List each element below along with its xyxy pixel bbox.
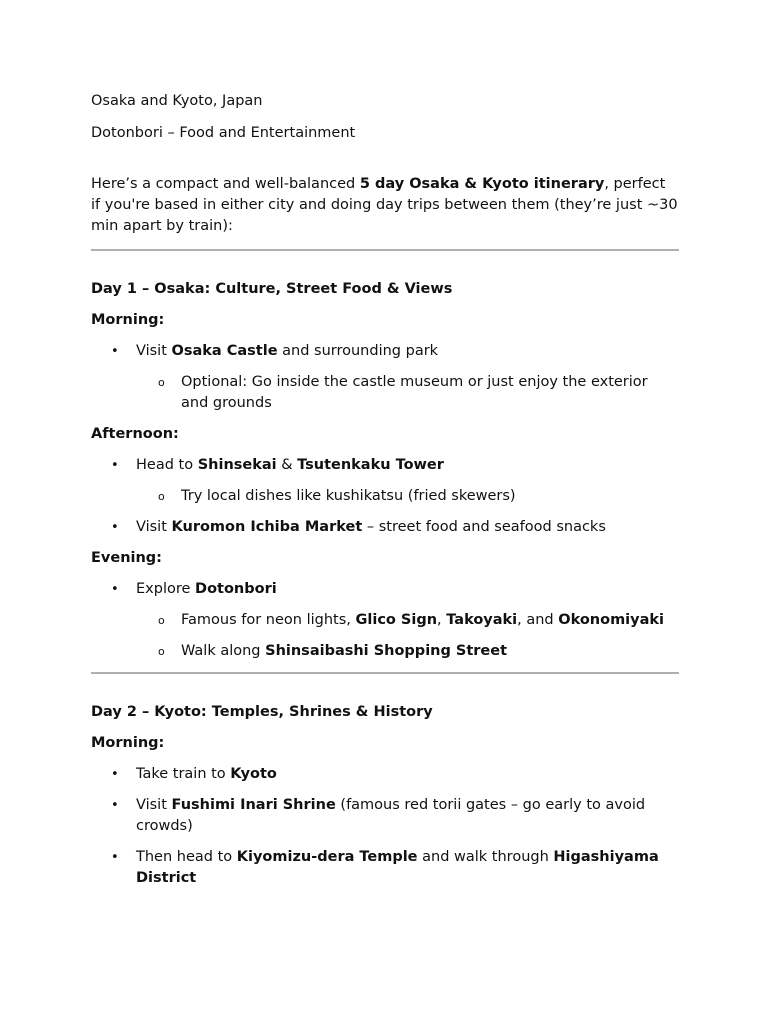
day1-afternoon-label: Afternoon: <box>91 426 179 442</box>
list-item: • Visit Osaka Castle and surrounding park <box>91 341 679 362</box>
list-item: • Take train to Kyoto <box>91 764 679 785</box>
intro-paragraph <box>91 174 679 237</box>
divider <box>91 249 679 251</box>
document-subtitle: Dotonbori – Food and Entertainment <box>91 125 356 141</box>
list-item: • Then head to Kiyomizu-dera Temple and walk through Higashiyama District <box>91 847 679 889</box>
list-item: • Visit Kuromon Ichiba Market – street food and seafood snacks <box>91 517 679 538</box>
day1-title: Day 1 – Osaka: Culture, Street Food & Views <box>91 281 453 297</box>
sub-list-item: o Try local dishes like kushikatsu (fried skewers) <box>91 486 679 507</box>
day1-morning-label: Morning: <box>91 312 165 328</box>
list-item: • Visit Fushimi Inari Shrine (famous red torii gates – go early to avoid crowds) <box>91 795 679 837</box>
document-page <box>91 91 679 899</box>
day1-heading <box>91 279 679 300</box>
intro-text-start: Here’s a compact and well-balanced <box>91 176 360 192</box>
document-title: Osaka and Kyoto, Japan <box>91 93 263 109</box>
sub-list-item: o Optional: Go inside the castle museum or just enjoy the exterior and grounds <box>91 372 679 414</box>
sub-list-item: o Famous for neon lights, Glico Sign, Takoyaki, and Okonomiyaki <box>91 610 679 631</box>
list-item: • Explore Dotonbori <box>91 579 679 600</box>
day2-morning-label: Morning: <box>91 735 165 751</box>
day1-afternoon-list <box>91 455 679 538</box>
divider <box>91 672 679 674</box>
day2-morning-list <box>91 764 679 889</box>
intro-highlight: 5 day Osaka & Kyoto itinerary <box>359 176 605 192</box>
day2-heading <box>91 702 679 723</box>
sub-list-item: o Walk along Shinsaibashi Shopping Street <box>91 641 679 662</box>
intro-text-end: , perfect if you're based in either city and doing day trips between them (they’re just ~30 min apart by train): <box>91 176 678 234</box>
day1-morning-list <box>91 341 679 414</box>
day2-title: Day 2 – Kyoto: Temples, Shrines & History <box>91 704 433 720</box>
day1-evening-list <box>91 579 679 662</box>
list-item: • Head to Shinsekai & Tsutenkaku Tower <box>91 455 679 476</box>
day1-evening-label: Evening: <box>91 550 162 566</box>
